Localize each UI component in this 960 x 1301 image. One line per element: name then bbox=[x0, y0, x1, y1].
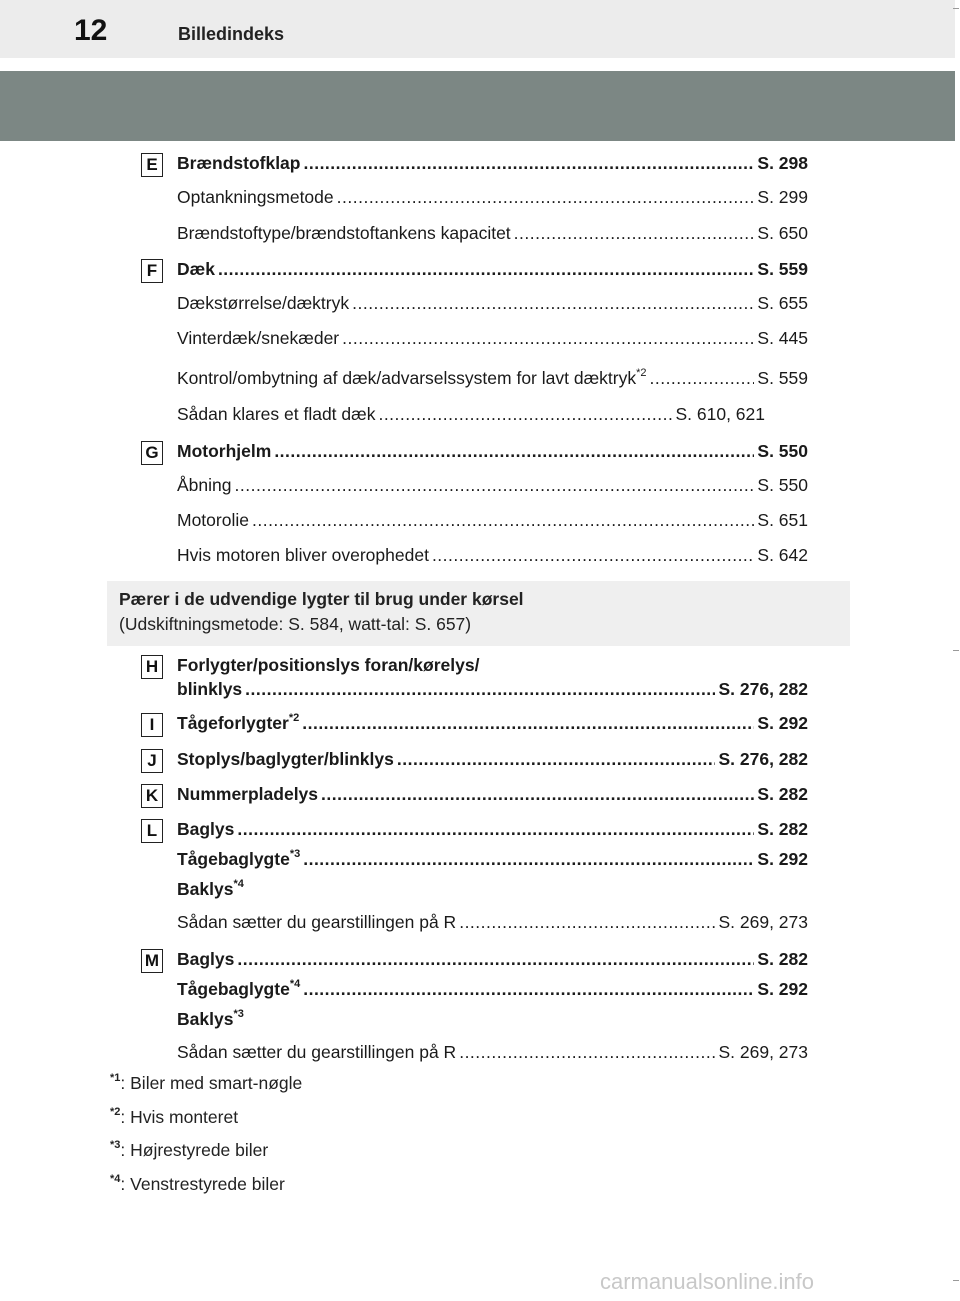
entry-label: Baglys bbox=[177, 949, 235, 969]
leader-dots bbox=[397, 749, 716, 770]
index-letter-i: I bbox=[141, 713, 163, 737]
leader-dots bbox=[303, 979, 754, 1000]
leader-dots bbox=[252, 510, 754, 531]
page-ref: S. 650 bbox=[757, 223, 808, 243]
entry-label[interactable] bbox=[177, 1009, 244, 1030]
page-ref: S. 282 bbox=[757, 819, 808, 839]
footnote-ref: *2 bbox=[636, 367, 647, 380]
footnote-ref: *3 bbox=[233, 1008, 244, 1021]
leader-dots bbox=[302, 713, 754, 734]
edge-mark bbox=[953, 650, 959, 651]
illustration-band bbox=[0, 71, 955, 141]
page-ref: S. 276, 282 bbox=[718, 679, 808, 699]
leader-dots bbox=[337, 187, 755, 208]
page-ref: S. 642 bbox=[757, 545, 808, 565]
index-entry[interactable] bbox=[177, 749, 808, 773]
index-entry[interactable] bbox=[177, 475, 808, 499]
footnote bbox=[110, 1174, 285, 1195]
index-entry[interactable] bbox=[177, 153, 808, 177]
entry-label-text: Kontrol/ombytning af dæk/advarselssystem for lavt dæktryk bbox=[177, 368, 637, 388]
entry-label: Nummerpladelys bbox=[177, 784, 319, 804]
leader-dots bbox=[649, 368, 754, 389]
footnote-text: : Højrestyrede biler bbox=[120, 1140, 269, 1160]
footnote-ref: *4 bbox=[289, 978, 301, 991]
entry-label-line1: Forlygter/positionslys foran/kørelys/ bbox=[177, 655, 480, 675]
footnote-text: : Venstrestyrede biler bbox=[120, 1174, 285, 1194]
entry-label: blinklys bbox=[177, 679, 243, 699]
page-header bbox=[0, 0, 955, 58]
entry-label: Brændstofklap bbox=[177, 153, 301, 173]
footnote-ref: *4 bbox=[233, 878, 244, 891]
page-ref: S. 299 bbox=[757, 187, 808, 207]
page-ref: S. 298 bbox=[757, 153, 808, 173]
index-letter-m: M bbox=[141, 949, 163, 973]
entry-label: Stoplys/baglygter/blinklys bbox=[177, 749, 394, 769]
page-ref: S. 292 bbox=[757, 979, 808, 999]
index-letter-k: K bbox=[141, 784, 163, 808]
footnote-mark: *2 bbox=[110, 1106, 121, 1119]
index-letter-f: F bbox=[141, 259, 163, 283]
index-entry[interactable] bbox=[177, 784, 808, 808]
leader-dots bbox=[303, 153, 754, 174]
index-entry[interactable] bbox=[177, 819, 808, 843]
index-letter-h: H bbox=[141, 655, 163, 679]
page-ref: S. 550 bbox=[757, 475, 808, 495]
index-letter-j: J bbox=[141, 749, 163, 773]
index-entry[interactable] bbox=[177, 259, 808, 283]
page-ref: S. 651 bbox=[757, 510, 808, 530]
leader-dots bbox=[321, 784, 754, 805]
entry-label-text: Tågebaglygte bbox=[177, 979, 290, 999]
index-entry[interactable] bbox=[177, 368, 808, 392]
page-ref: S. 445 bbox=[757, 328, 808, 348]
entry-label: Dæk bbox=[177, 259, 215, 279]
bulb-notice-box bbox=[107, 581, 850, 646]
leader-dots bbox=[342, 328, 754, 349]
footnote bbox=[110, 1073, 302, 1094]
entry-label: Baglys bbox=[177, 819, 235, 839]
page-ref: S. 269, 273 bbox=[718, 912, 808, 932]
page-ref: S. 655 bbox=[757, 293, 808, 313]
page-ref: S. 559 bbox=[757, 368, 808, 388]
leader-dots bbox=[514, 223, 755, 244]
page-ref: S. 276, 282 bbox=[718, 749, 808, 769]
footnote-mark: *1 bbox=[110, 1072, 121, 1085]
entry-label: Sådan sætter du gearstillingen på R bbox=[177, 912, 457, 932]
index-entry[interactable] bbox=[177, 328, 808, 352]
index-entry[interactable] bbox=[177, 713, 808, 737]
entry-label: Hvis motoren bliver overophedet bbox=[177, 545, 429, 565]
page-ref: S. 610, 621 bbox=[675, 404, 765, 424]
entry-label bbox=[177, 368, 646, 389]
leader-dots bbox=[432, 545, 754, 566]
leader-dots bbox=[218, 259, 754, 280]
index-entry[interactable] bbox=[177, 293, 808, 317]
page-ref: S. 282 bbox=[757, 949, 808, 969]
entry-label-text: Baklys bbox=[177, 1009, 234, 1029]
index-letter-g: G bbox=[141, 441, 163, 465]
leader-dots bbox=[274, 441, 754, 462]
leader-dots bbox=[459, 912, 715, 933]
index-entry[interactable] bbox=[177, 223, 808, 247]
entry-label: Sådan sætter du gearstillingen på R bbox=[177, 1042, 457, 1062]
index-entry[interactable] bbox=[177, 441, 808, 465]
footnote-mark: *3 bbox=[110, 1139, 121, 1152]
index-entry[interactable] bbox=[177, 545, 808, 569]
page-ref: S. 292 bbox=[757, 713, 808, 733]
entry-label[interactable] bbox=[177, 879, 244, 900]
leader-dots bbox=[237, 949, 754, 970]
entry-label bbox=[177, 849, 300, 870]
entry-label bbox=[177, 979, 300, 1000]
index-entry[interactable] bbox=[177, 679, 808, 703]
notice-subtitle: (Udskiftningsmetode: S. 584, watt-tal: S. 657) bbox=[119, 614, 472, 634]
footnote-text: : Hvis monteret bbox=[120, 1107, 239, 1127]
leader-dots bbox=[352, 293, 754, 314]
entry-label-text: Baklys bbox=[177, 879, 234, 899]
entry-label: Motorhjelm bbox=[177, 441, 272, 461]
entry-label: Sådan klares et fladt dæk bbox=[177, 404, 376, 424]
leader-dots bbox=[237, 819, 754, 840]
leader-dots bbox=[459, 1042, 715, 1063]
leader-dots bbox=[378, 404, 672, 425]
page-ref: S. 559 bbox=[757, 259, 808, 279]
footnote bbox=[110, 1107, 238, 1128]
edge-mark bbox=[953, 8, 959, 9]
watermark: carmanualsonline.info bbox=[600, 1269, 815, 1294]
entry-label-text: Tågebaglygte bbox=[177, 849, 290, 869]
index-entry[interactable] bbox=[177, 510, 808, 534]
leader-dots bbox=[245, 679, 715, 700]
entry-label: Motorolie bbox=[177, 510, 249, 530]
index-entry[interactable] bbox=[177, 849, 808, 873]
edge-mark bbox=[953, 1280, 959, 1281]
page-ref: S. 269, 273 bbox=[718, 1042, 808, 1062]
entry-label: Optankningsmetode bbox=[177, 187, 334, 207]
index-entry[interactable] bbox=[177, 912, 808, 936]
leader-dots bbox=[235, 475, 755, 496]
footnote bbox=[110, 1140, 268, 1161]
entry-label: Dækstørrelse/dæktryk bbox=[177, 293, 350, 313]
entry-label bbox=[177, 713, 299, 734]
footnote-mark: *4 bbox=[110, 1173, 121, 1186]
entry-label: Vinterdæk/snekæder bbox=[177, 328, 340, 348]
index-entry[interactable] bbox=[177, 404, 765, 428]
entry-label: Brændstoftype/brændstoftankens kapacitet bbox=[177, 223, 511, 243]
page-ref: S. 550 bbox=[757, 441, 808, 461]
page-number: 12 bbox=[74, 14, 108, 47]
entry-label-text: Tågeforlygter bbox=[177, 713, 289, 733]
footnote-ref: *3 bbox=[289, 848, 301, 861]
index-entry[interactable] bbox=[177, 979, 808, 1003]
leader-dots bbox=[303, 849, 754, 870]
footnote-text: : Biler med smart-nøgle bbox=[120, 1073, 303, 1093]
index-entry[interactable] bbox=[177, 187, 808, 211]
index-letter-e: E bbox=[141, 153, 163, 177]
page-ref: S. 282 bbox=[757, 784, 808, 804]
page-title: Billedindeks bbox=[178, 24, 285, 44]
entry-label: Åbning bbox=[177, 475, 232, 495]
page-ref: S. 292 bbox=[757, 849, 808, 869]
footnote-ref: *2 bbox=[288, 712, 300, 725]
index-entry[interactable] bbox=[177, 949, 808, 973]
notice-title: Pærer i de udvendige lygter til brug under kørsel bbox=[119, 589, 524, 609]
index-letter-l: L bbox=[141, 819, 163, 843]
index-entry[interactable] bbox=[177, 1042, 808, 1066]
